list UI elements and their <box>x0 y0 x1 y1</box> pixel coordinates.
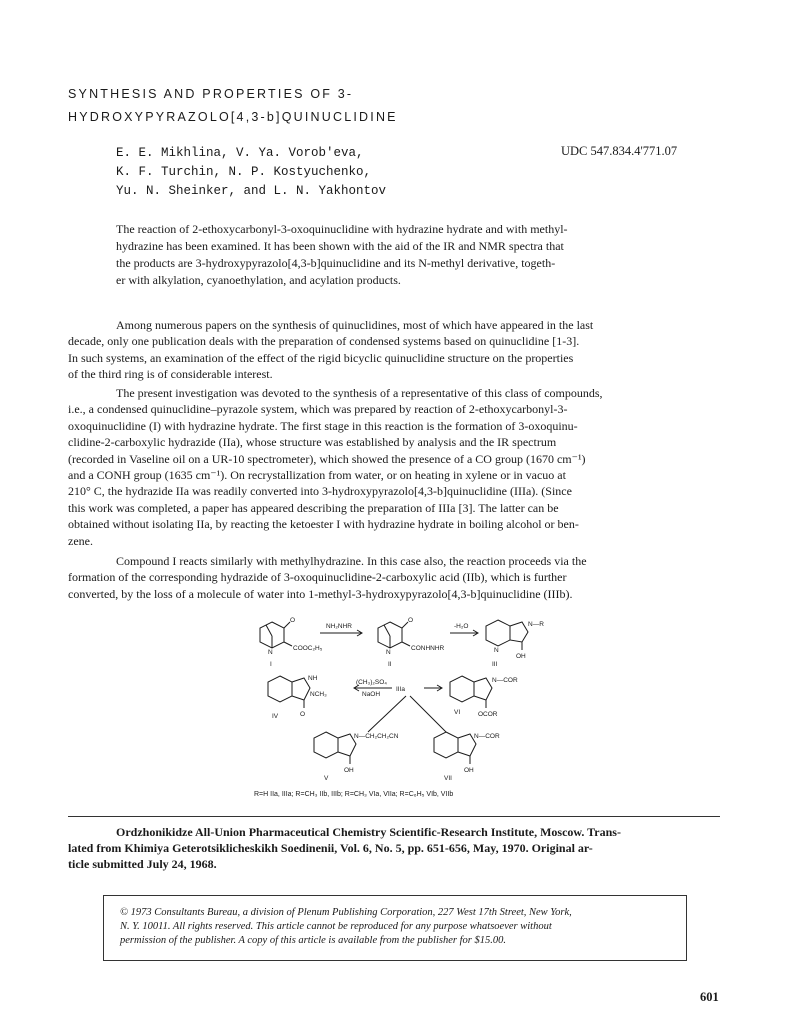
scheme-label: N <box>268 649 273 656</box>
scheme-label: N <box>494 647 499 654</box>
ring-compound-iv <box>268 676 292 702</box>
paragraph-investigation <box>68 385 720 549</box>
scheme-label: (CH₃)₂SO₄ <box>356 679 387 686</box>
scheme-label: III <box>492 661 498 668</box>
scheme-label: COOC₂H₅ <box>293 645 323 652</box>
text-line: Ordzhonikidze All-Union Pharmaceutical Chemistry Scientific-Research Institute, Moscow. Trans- <box>116 825 621 839</box>
scheme-label: VII <box>444 775 452 782</box>
abstract-line: er with alkylation, cyanoethylation, and acylation products. <box>116 273 401 287</box>
scheme-label: N—CH₂CH₂CN <box>354 733 399 740</box>
scheme-label: OH <box>344 767 354 774</box>
scheme-label: V <box>324 775 329 782</box>
scheme-label: N—COR <box>492 677 518 684</box>
scheme-label: IIIa <box>396 686 406 693</box>
scheme-label: N—COR <box>474 733 500 740</box>
ring-compound-vii <box>434 732 458 758</box>
affiliation-footnote <box>68 824 720 872</box>
scheme-label: NH₂NHR <box>326 623 352 630</box>
scheme-label: OCOR <box>478 711 498 718</box>
text-line: lated from Khimiya Geterotsiklicheskikh Soedinenii, Vol. 6, No. 5, pp. 651-656, May, 1970. Original ar- <box>68 841 593 855</box>
ring-compound-iii <box>486 620 510 646</box>
text-line: i.e., a condensed quinuclidine–pyrazole system, which was prepared by reaction of 2-ethoxycarbonyl-3- <box>68 402 568 417</box>
text-line: N. Y. 10011. All rights reserved. This article cannot be reproduced for any purpose whatsoever without <box>120 921 552 932</box>
author-line: Yu. N. Sheinker, and L. N. Yakhontov <box>116 184 387 198</box>
abstract-line: the products are 3-hydroxypyrazolo[4,3-b]quinuclidine and its N-methyl derivative, togeth- <box>116 256 556 270</box>
text-line: Among numerous papers on the synthesis of quinuclidines, most of which have appeared in the last <box>116 318 594 332</box>
scheme-label: N—R <box>528 621 544 628</box>
scheme-legend: R=H IIa, IIIa; R=CH₃ IIb, IIIb; R=CH₃ VIa, VIIa; R=C₆H₅ VIb, VIIb <box>254 791 454 798</box>
ring-compound-v <box>314 732 338 758</box>
paragraph-intro <box>68 317 720 383</box>
abstract-line: hydrazine has been examined. It has been shown with the aid of the IR and NMR spectra that <box>116 239 564 253</box>
article-title-line-1: SYNTHESIS AND PROPERTIES OF 3- <box>68 87 354 101</box>
scheme-label: II <box>388 661 392 668</box>
text-line: obtained without isolating IIa, by reacting the ketoester I with hydrazine hydrate in boiling alcohol or ben- <box>68 517 579 532</box>
text-line: and a CONH group (1635 cm⁻¹). On recrystallization from water, or on heating in xylene or in vacuo at <box>68 468 566 483</box>
arrow-iiia-to-vii <box>410 696 446 732</box>
reaction-scheme <box>250 614 550 804</box>
paragraph-methylhydrazine <box>68 553 720 602</box>
article-title-line-2: HYDROXYPYRAZOLO[4,3-b]QUINUCLIDINE <box>68 110 398 124</box>
scheme-label: OH <box>464 767 474 774</box>
text-line: decade, only one publication deals with the preparation of condensed systems based on quinuclidine [1-3]. <box>68 334 580 349</box>
scheme-label: O <box>408 617 414 624</box>
text-line: this work was completed, a paper has appeared describing the preparation of IIIa [3]. The latter can be <box>68 500 559 515</box>
abstract-line: The reaction of 2-ethoxycarbonyl-3-oxoquinuclidine with hydrazine hydrate and with methyl- <box>116 222 568 236</box>
text-line: 210° C, the hydrazide IIa was readily converted into 3-hydroxypyrazolo[4,3-b]quinuclidine (IIIa). (Since <box>68 484 572 499</box>
text-line: formation of the corresponding hydrazide of 3-oxoquinuclidine-2-carboxylic acid (IIb), which is further <box>68 570 567 585</box>
text-line: of the third ring is of considerable interest. <box>68 367 273 382</box>
scheme-label: O <box>290 617 296 624</box>
text-line: permission of the publisher. A copy of this article is available from the publisher for $15.00. <box>120 935 506 946</box>
scheme-label: NaOH <box>362 691 381 698</box>
text-line: ticle submitted July 24, 1968. <box>68 857 217 871</box>
scheme-label: CONHNHR <box>411 645 445 652</box>
scheme-label: N <box>386 649 391 656</box>
scheme-label: OH <box>516 653 526 660</box>
author-list <box>116 144 546 201</box>
text-line: In such systems, an examination of the effect of the rigid bicyclic quinuclidine structure on the properties <box>68 350 574 365</box>
scheme-label: NH <box>308 675 318 682</box>
udc-code: UDC 547.834.4'771.07 <box>561 144 678 158</box>
scheme-label: IV <box>272 713 279 720</box>
scheme-label: NCH₃ <box>310 691 327 698</box>
ring-compound-vi <box>450 676 474 702</box>
text-line: clidine-2-carboxylic hydrazide (IIa), whose structure was established by analysis and the IR spectrum <box>68 435 557 450</box>
text-line: zene. <box>68 533 93 548</box>
page-number: 601 <box>700 990 719 1004</box>
text-line: The present investigation was devoted to the synthesis of a representative of this class of compounds, <box>116 386 603 400</box>
author-line: E. E. Mikhlina, V. Ya. Vorob'eva, <box>116 146 364 160</box>
arrow-iiia-to-v <box>368 696 406 732</box>
footnote-divider <box>68 816 720 817</box>
scheme-label: O <box>300 711 306 718</box>
text-line: converted, by the loss of a molecule of water into 1-methyl-3-hydroxypyrazolo[4,3-b]quinuclidine (IIIb). <box>68 586 573 601</box>
abstract <box>116 221 720 289</box>
scheme-label: VI <box>454 709 461 716</box>
reaction-scheme-drawing <box>250 614 550 804</box>
scheme-label: -H₂O <box>454 623 469 630</box>
scheme-label: I <box>270 661 272 668</box>
text-line: © 1973 Consultants Bureau, a division of Plenum Publishing Corporation, 227 West 17th Street, New York, <box>120 907 572 918</box>
text-line: Compound I reacts similarly with methylhydrazine. In this case also, the reaction proceeds via the <box>116 554 587 568</box>
text-line: (recorded in Vaseline oil on a UR-10 spectrometer), which showed the presence of a CO group (1670 cm⁻¹) <box>68 451 586 466</box>
author-line: K. F. Turchin, N. P. Kostyuchenko, <box>116 165 372 179</box>
copyright-box <box>103 895 687 961</box>
text-line: oxoquinuclidine (I) with hydrazine hydrate. The first stage in this reaction is the formation of 3-oxoquinu- <box>68 418 578 433</box>
